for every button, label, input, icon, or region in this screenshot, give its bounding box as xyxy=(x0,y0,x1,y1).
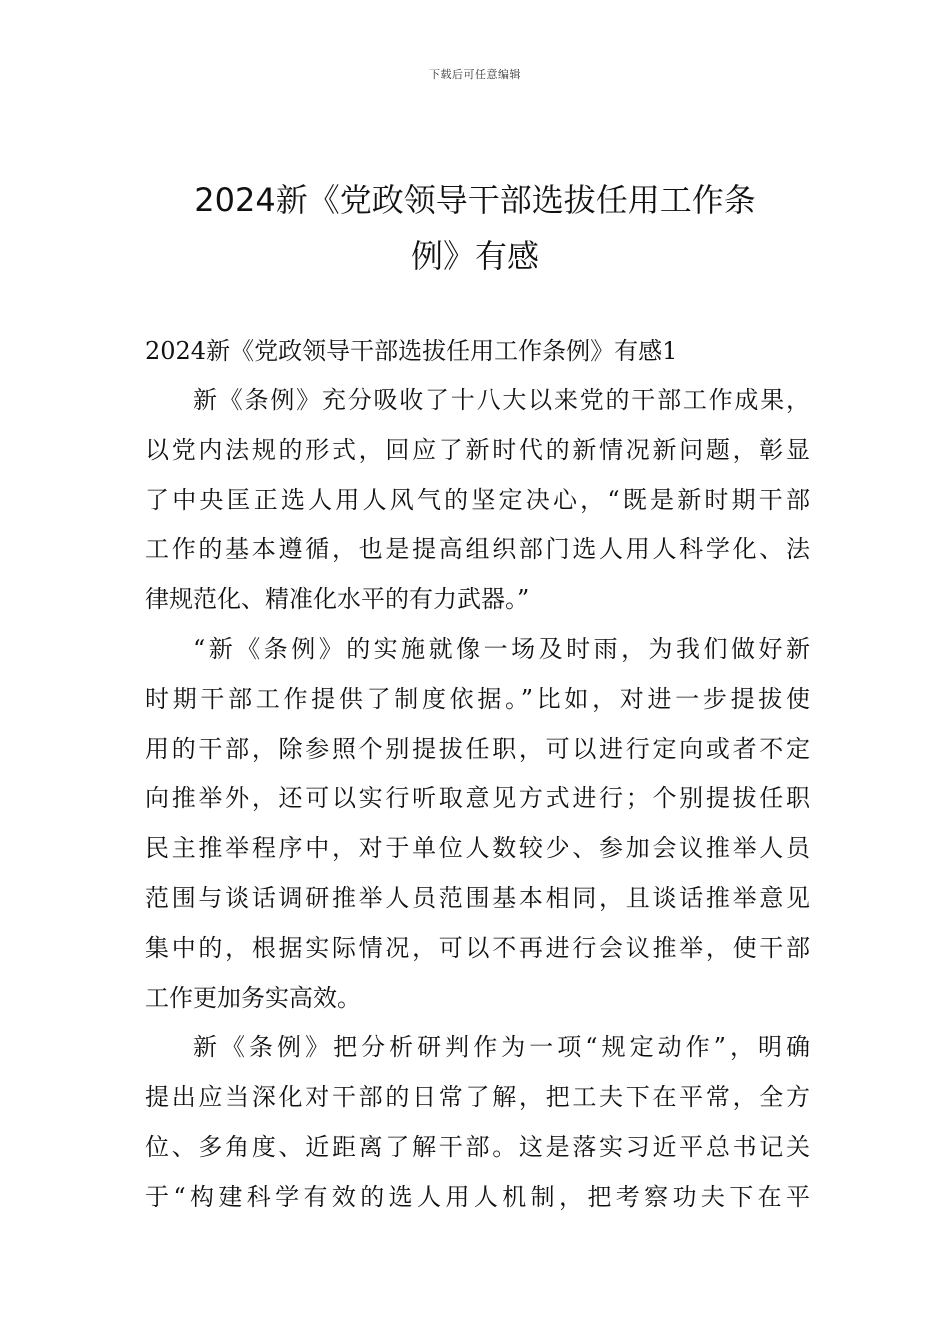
text-line: “新《条例》的实施就像一场及时雨，为我们做好新 xyxy=(193,634,810,663)
text-line: 工作更加务实高效。 xyxy=(145,983,361,1012)
document-body xyxy=(145,326,810,1223)
text-line: 工作的基本遵循，也是提高组织部门选人用人科学化、法 xyxy=(145,535,810,564)
text-line: 民主推举程序中，对于单位人数较少、参加会议推举人员 xyxy=(145,834,810,863)
text-line: 律规范化、精准化水平的有力武器。” xyxy=(145,585,530,614)
text-line: 位、多角度、近距离了解干部。这是落实习近平总书记关 xyxy=(145,1132,810,1161)
paragraph-1 xyxy=(145,376,810,625)
title-line: 2024新《党政领导干部选拔任用工作条 xyxy=(194,181,756,219)
document-title xyxy=(100,172,850,284)
section-subtitle: 2024新《党政领导干部选拔任用工作条例》有感1 xyxy=(145,337,678,365)
text-line: 了中央匡正选人用人风气的坚定决心，“既是新时期干部 xyxy=(145,485,810,514)
text-line: 向推举外，还可以实行听取意见方式进行；个别提拔任职 xyxy=(145,784,810,813)
text-line: 新《条例》充分吸收了十八大以来党的干部工作成果， xyxy=(193,386,810,414)
text-line: 提出应当深化对干部的日常了解，把工夫下在平常，全方 xyxy=(145,1083,810,1112)
text-line: 时期干部工作提供了制度依据。”比如，对进一步提拔使 xyxy=(145,684,810,713)
text-line: 以党内法规的形式，回应了新时代的新情况新问题，彰显 xyxy=(145,435,810,464)
text-line: 于“构建科学有效的选人用人机制，把考察功夫下在平 xyxy=(145,1182,810,1211)
text-line: 用的干部，除参照个别提拔任职，可以进行定向或者不定 xyxy=(145,734,810,763)
text-line: 集中的，根据实际情况，可以不再进行会议推举，使干部 xyxy=(145,933,810,962)
header-note: 下载后可任意编辑 xyxy=(429,68,521,81)
text-line: 范围与谈话调研推举人员范围基本相同，且谈话推举意见 xyxy=(145,883,810,912)
paragraph-3 xyxy=(145,1023,810,1222)
text-line: 新《条例》把分析研判作为一项“规定动作”，明确 xyxy=(193,1033,810,1062)
paragraph-2 xyxy=(145,625,810,1023)
title-line: 例》有感 xyxy=(410,237,539,275)
